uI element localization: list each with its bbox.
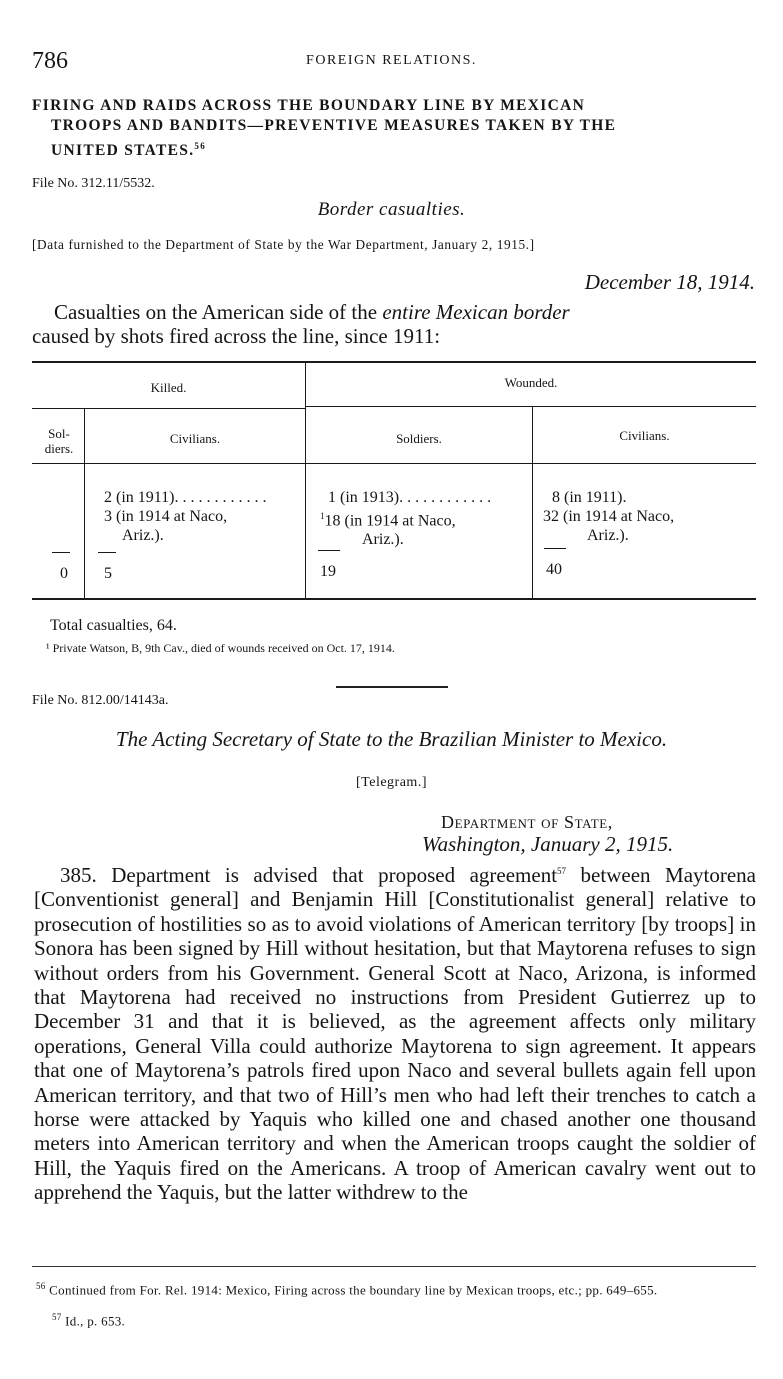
header-wounded: Wounded. <box>504 375 558 390</box>
document-subtitle: Border casualties. <box>317 199 466 220</box>
document-date: December 18, 1914. <box>584 270 755 294</box>
source-note: [Data furnished to the Department of State by the War Department, January 2, 1915.] <box>32 237 535 252</box>
header-civilians-killed: Civilians. <box>169 431 221 446</box>
total-wounded-soldiers: 19 <box>320 563 336 580</box>
document-title: The Acting Secretary of State to the Brazilian Minister to Mexico. <box>115 727 668 751</box>
table-top-rule <box>32 361 756 363</box>
cell-killed-civilians-line3: Ariz.). <box>122 527 164 544</box>
cell-killed-civilians-line1: 2 (in 1911). . . . . . . . . . . . <box>104 489 267 506</box>
cell-wounded-soldiers-line2-wrap <box>320 507 530 530</box>
header-soldiers-killed: Sol-diers. <box>44 426 74 456</box>
intro-italic: entire Mexican border <box>382 300 570 324</box>
footnote-57-text: Id., p. 653. <box>65 1313 126 1329</box>
section-title-line1: FIRING AND RAIDS ACROSS THE BOUNDARY LINE BY MEXICAN <box>32 97 586 114</box>
place-date: Washington, January 2, 1915. <box>422 832 674 856</box>
footnote-57-mark: 57 <box>52 1312 62 1322</box>
footnote-56-mark: 56 <box>36 1281 46 1291</box>
table-divider-main <box>305 363 306 600</box>
telegram-body <box>34 859 756 1205</box>
page-number: 786 <box>32 48 68 74</box>
table-header-rule <box>32 463 756 464</box>
sum-dash <box>544 548 566 549</box>
footnote-ref-1: 1 <box>320 511 325 521</box>
total-killed-civilians: 5 <box>104 565 112 582</box>
telegram-paragraph <box>34 859 756 1205</box>
section-title-line3 <box>32 136 756 161</box>
body-text-1: 385. Department is advised that proposed agreement <box>60 863 558 887</box>
file-number-2: File No. 812.00/14143a. <box>32 693 169 708</box>
sum-dash <box>318 550 340 551</box>
cell-wounded-soldiers-line2: 18 (in 1914 at Naco, <box>324 512 456 530</box>
body-text-2: between Maytorena [Conventionist general] and Benjamin Hill [Constitutionalist general] relative to prosecution of hostilities so as to avoid violations of American territory [by troops] in Sonora has been signed by Hill without hesitation, but that Maytorena refuses to sign without orders from his Government. General Scott at Naco, Arizona, is informed that Maytorena had received no instructions from President Gutierrez up to December 31 and that it is believed, as the agreement affects only military operations, General Villa could authorize Maytorena to sign agreement. It appears that one of Maytorena’s patrols fired upon Naco and several bullets again fell upon American territory, and that two of Hill’s men who had left their trenches to catch a horse were attacked by Yaquis who killed one and chased another one thousand meters into American territory and when the American troops caught the soldier of Hill, the Yaquis fired on the Americans. A troop of American cavalry went out to apprehend the Yaquis, but the latter withdrew to the <box>34 863 756 1205</box>
header-killed: Killed. <box>150 380 187 395</box>
total-wounded-civilians: 40 <box>546 561 562 578</box>
total-casualties: Total casualties, 64. <box>50 617 177 634</box>
footnote-57 <box>52 1310 772 1328</box>
telegram-label: [Telegram.] <box>356 775 427 790</box>
table-footnote: ¹ Private Watson, B, 9th Cav., died of wounds received on Oct. 17, 1914. <box>46 641 395 655</box>
footnote-ref-56: 56 <box>194 141 206 151</box>
table-rule-wounded <box>306 406 756 407</box>
intro-line2: caused by shots fired across the line, since 1911: <box>32 324 441 348</box>
table-bottom-rule <box>32 598 756 600</box>
footnote-rule <box>32 1266 756 1267</box>
section-title-line2: TROOPS AND BANDITS—PREVENTIVE MEASURES TAKEN BY THE <box>51 117 617 134</box>
section-title <box>32 96 756 161</box>
table-rule-killed <box>32 408 305 409</box>
cell-wounded-civilians-line3: Ariz.). <box>587 527 629 544</box>
cell-wounded-civilians-line1: 8 (in 1911). <box>552 489 627 506</box>
header-civilians-wounded: Civilians. <box>619 428 670 443</box>
cell-wounded-civilians-line2: 32 (in 1914 at Naco, <box>543 508 675 525</box>
cell-killed-civilians <box>104 488 304 545</box>
footnote-56 <box>36 1279 756 1297</box>
footnote-ref-57: 57 <box>557 866 567 876</box>
cell-wounded-soldiers-line1: 1 (in 1913). . . . . . . . . . . . <box>328 489 492 506</box>
intro-line1 <box>32 300 756 324</box>
file-number: File No. 312.11/5532. <box>32 176 155 191</box>
intro-text: Casualties on the American side of the <box>54 300 383 324</box>
cell-killed-civilians-line2: 3 (in 1914 at Naco, <box>104 508 228 525</box>
cell-wounded-soldiers <box>320 488 530 549</box>
footnote-56-text: Continued from For. Rel. 1914: Mexico, Firing across the boundary line by Mexican troops, etc.; pp. 649–655. <box>49 1282 658 1298</box>
cell-wounded-soldiers-line3: Ariz.). <box>362 531 404 549</box>
section-title-line3-text: UNITED STATES. <box>51 142 195 160</box>
intro-paragraph <box>32 300 756 348</box>
separator-rule <box>336 686 448 688</box>
running-head: FOREIGN RELATIONS. <box>306 53 477 68</box>
sum-dash <box>98 552 116 553</box>
cell-wounded-civilians <box>543 488 753 545</box>
sender-department: Department of State, <box>441 812 613 832</box>
sum-dash <box>52 552 70 553</box>
total-killed-soldiers: 0 <box>60 565 68 582</box>
header-soldiers-wounded: Soldiers. <box>396 431 442 446</box>
